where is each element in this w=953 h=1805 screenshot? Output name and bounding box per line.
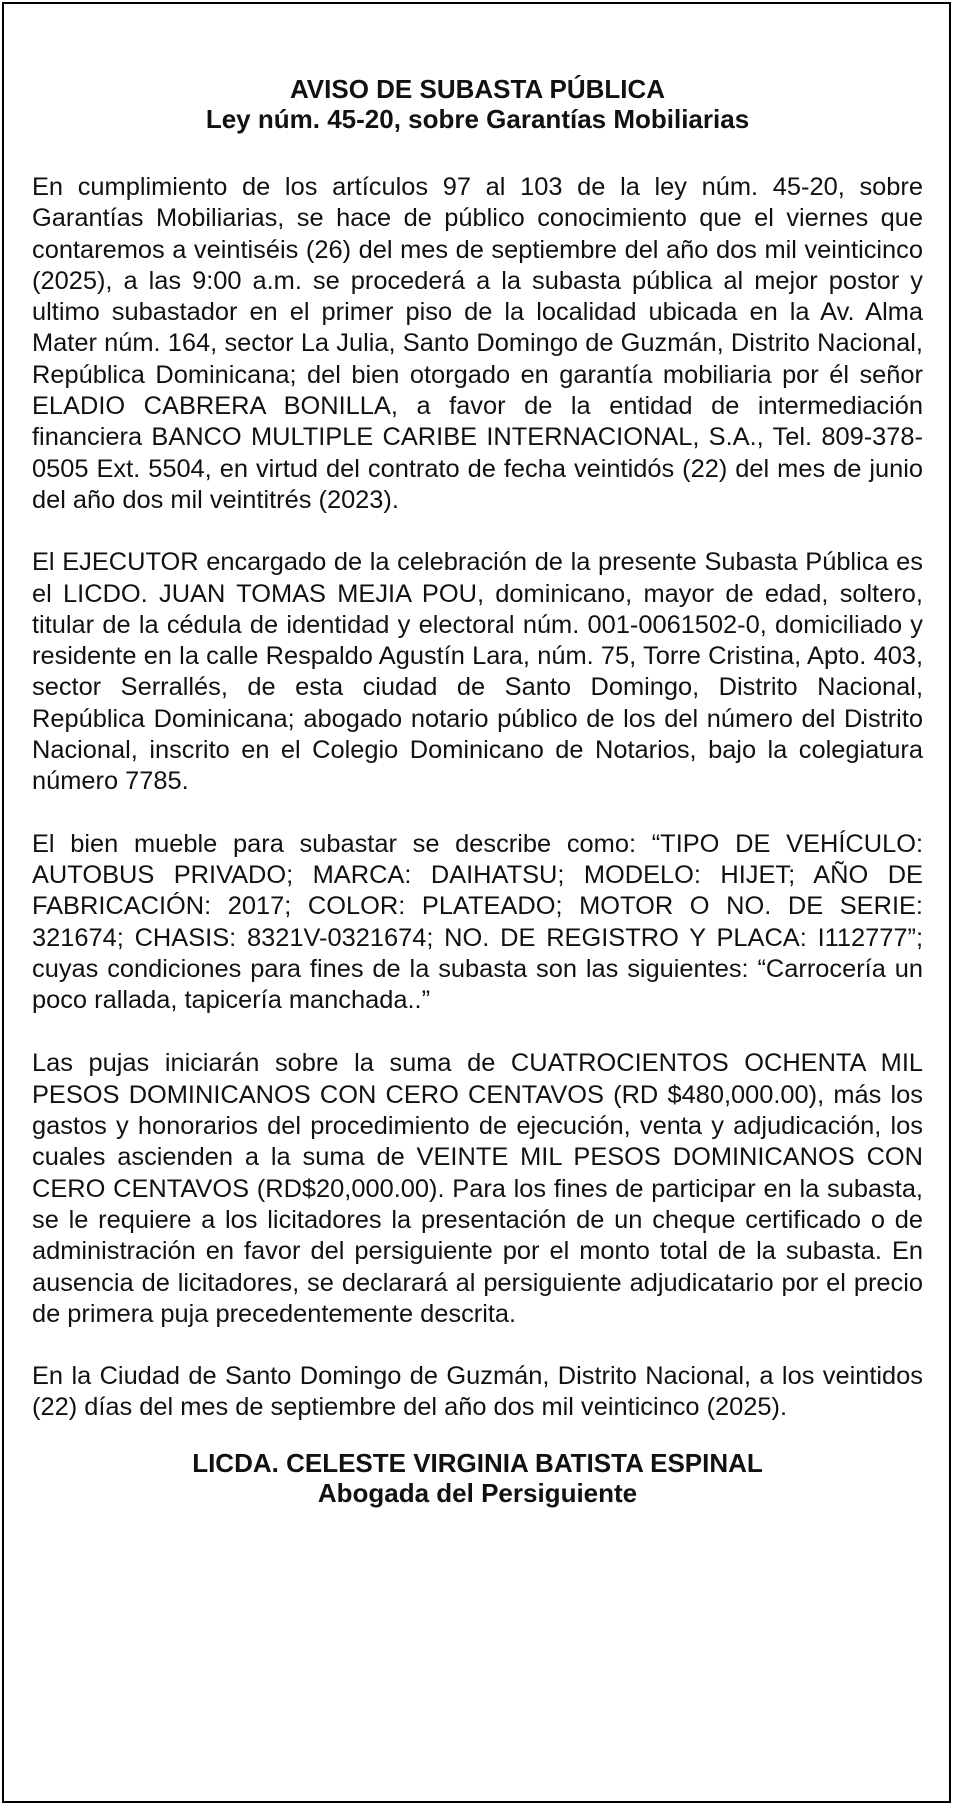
paragraph-auction-announcement: En cumplimiento de los artículos 97 al 103 de la ley núm. 45-20, sobre Garantías Mobiliarias, se hace de público conocimiento que el viernes que contaremos a veintiséis (26) del mes de septiembre del año dos mil veinticinco (2025), a las 9:00 a.m. se procederá a la subasta pública al mejor postor y ultimo subastador en el primer piso de la localidad ubicada en la Av. Alma Mater núm. 164, sector La Julia, Santo Domingo de Guzmán, Distrito Nacional, República Dominicana; del bien otorgado en garantía mobiliaria por él señor ELADIO CABRERA BONILLA, a favor de la entidad de intermediación financiera BANCO MULTIPLE CARIBE INTERNACIONAL, S.A., Tel. 809-378-0505 Ext. 5504, en virtud del contrato de fecha veintidós (22) del mes de junio del año dos mil veintitrés (2023). (32, 173, 923, 514)
notice-title: AVISO DE SUBASTA PÚBLICA (289, 74, 666, 104)
auction-notice (32, 74, 923, 1508)
paragraph-place-date: En la Ciudad de Santo Domingo de Guzmán, Distrito Nacional, a los veintidos (22) días del mes de septiembre del año dos mil veinticinco (2025). (32, 1362, 923, 1422)
notice-header (32, 74, 923, 134)
signature-role: Abogada del Persiguiente (317, 1477, 638, 1508)
notice-subtitle: Ley núm. 45-20, sobre Garantías Mobiliarias (205, 104, 750, 134)
signature-name: LICDA. CELESTE VIRGINIA BATISTA ESPINAL (192, 1447, 763, 1478)
signature-block (32, 1448, 923, 1508)
paragraph-executor: El EJECUTOR encargado de la celebración de la presente Subasta Pública es el LICDO. JUAN TOMAS MEJIA POU, dominicano, mayor de edad, soltero, titular de la cédula de identidad y electoral núm. 001-0061502-0, domiciliado y residente en la calle Respaldo Agustín Lara, núm. 75, Torre Cristina, Apto. 403, sector Serrallés, de esta ciudad de Santo Domingo, Distrito Nacional, República Dominicana; abogado notario público de los del número del Distrito Nacional, inscrito en el Colegio Dominicano de Notarios, bajo la colegiatura número 7785. (32, 548, 923, 796)
paragraph-asset-description: El bien mueble para subastar se describe como: “TIPO DE VEHÍCULO: AUTOBUS PRIVADO; MARCA: DAIHATSU; MODELO: HIJET; AÑO DE FABRICACIÓN: 2017; COLOR: PLATEADO; MOTOR O NO. DE SERIE: 321674; CHASIS: 8321V-0321674; NO. DE REGISTRO Y PLACA: I112777”; cuyas condiciones para fines de la subasta son las siguientes: “Carrocería un poco rallada, tapicería manchada..” (32, 829, 923, 1015)
paragraph-bidding-terms: Las pujas iniciarán sobre la suma de CUATROCIENTOS OCHENTA MIL PESOS DOMINICANOS CON CERO CENTAVOS (RD $480,000.00), más los gastos y honorarios del procedimiento de ejecución, venta y adjudicación, los cuales ascienden a la suma de VEINTE MIL PESOS DOMINICANOS CON CERO CENTAVOS (RD$20,000.00). Para los fines de participar en la subasta, se le requiere a los licitadores la presentación de un cheque certificado o de administración en favor del persiguiente por el monto total de la subasta. En ausencia de licitadores, se declarará al persiguiente adjudicatario por el precio de primera puja precedentemente descrita. (32, 1049, 923, 1328)
